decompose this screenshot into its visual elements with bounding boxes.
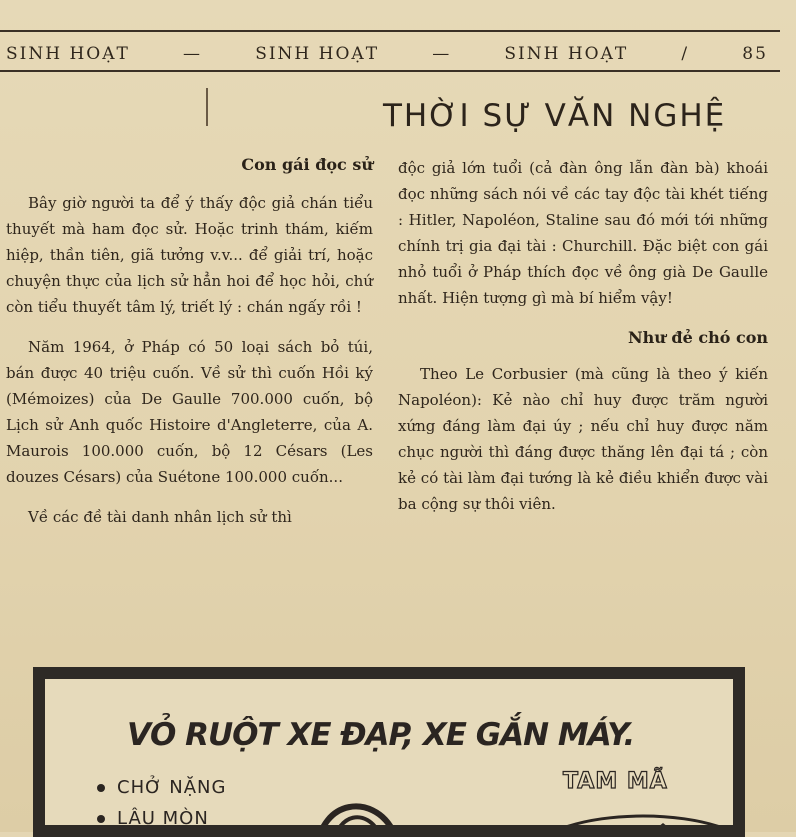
header-dash-2: —	[432, 44, 452, 64]
article1-paragraph-3: Về các đề tài danh nhân lịch sử thì	[28, 508, 292, 526]
advertisement-frame	[33, 667, 745, 837]
page-number: 85	[742, 44, 768, 64]
section-title: THỜI SỰ VĂN NGHỆ	[383, 98, 727, 134]
header-rule-bottom	[0, 70, 780, 72]
header-slash: /	[681, 44, 690, 64]
article2-paragraph: Theo Le Corbusier (mà cũng là theo ý kiến Napoléon): Kẻ nào chỉ huy được trăm người xứng đáng làm đại úy ; nếu chỉ huy được năm chục người thì đáng được thăng lên đại tá ; còn kẻ có tài làm đại tướng là kẻ điều khiển được vài ba cộng sự thôi viên.	[398, 365, 768, 513]
article2-heading: Như đẻ chó con	[627, 328, 768, 347]
article1-heading: Con gái đọc sử	[241, 155, 373, 174]
article1-paragraph-2: Năm 1964, ở Pháp có 50 loại sách bỏ túi, bán được 40 triệu cuốn. Về sử thì cuốn Hồi ký (Mémoizes) của De Gaulle 700.000 cuốn, bộ Lịch sử Anh quốc Histoire d'Angleterre, của A. Maurois 100.000 cuốn, bộ 12 Césars (Les douzes Césars) của Suétone 100.000 cuốn...	[6, 338, 373, 486]
header-left: SINH HOẠT	[6, 44, 130, 64]
tire-illustration-icon	[297, 789, 437, 825]
article1-paragraph-1: Bây giờ người ta để ý thấy độc giả chán tiểu thuyết mà ham đọc sử. Hoặc trinh thám, kiếm hiệp, thần tiên, giã tưởng v.v... để giải trí, hoặc chuyện thực của lịch sử hẳn hoi để học hỏi, chứ còn tiểu thuyết tâm lý, triết lý : chán ngấy rồi !	[6, 194, 373, 316]
column-divider-mark	[206, 88, 208, 126]
ad-feature-list	[97, 777, 226, 825]
header-middle: SINH HOẠT	[255, 44, 380, 64]
bullet-icon	[97, 815, 105, 823]
right-column	[398, 155, 768, 517]
left-column	[6, 152, 373, 530]
ad-brand: TAM MÃ	[563, 769, 668, 794]
ad-feature-item	[97, 808, 226, 825]
ad-feature-label: CHỞ NẶNG	[117, 777, 227, 798]
ad-feature-label: LÂU MÒN	[117, 808, 209, 825]
header-dash-1: —	[183, 44, 203, 64]
advertisement-panel	[45, 679, 733, 825]
bullet-icon	[97, 784, 105, 792]
header-right: SINH HOẠT	[504, 44, 629, 64]
running-header	[6, 44, 768, 64]
ad-feature-item	[97, 777, 226, 798]
horse-emblem-icon	[523, 801, 733, 825]
article1-continuation: độc giả lớn tuổi (cả đàn ông lẫn đàn bà) khoái đọc những sách nói về các tay độc tài khét tiếng : Hitler, Napoléon, Staline sau đó mới tới những chính trị gia đại tài : Churchill. Đặc biệt con gái nhỏ tuổi ở Pháp thích đọc về ông già De Gaulle nhất. Hiện tượng gì mà bí hiểm vậy!	[398, 159, 768, 307]
ad-headline: VỎ RUỘT XE ĐẠP, XE GẮN MÁY.	[127, 717, 635, 753]
header-rule-top	[0, 30, 780, 32]
